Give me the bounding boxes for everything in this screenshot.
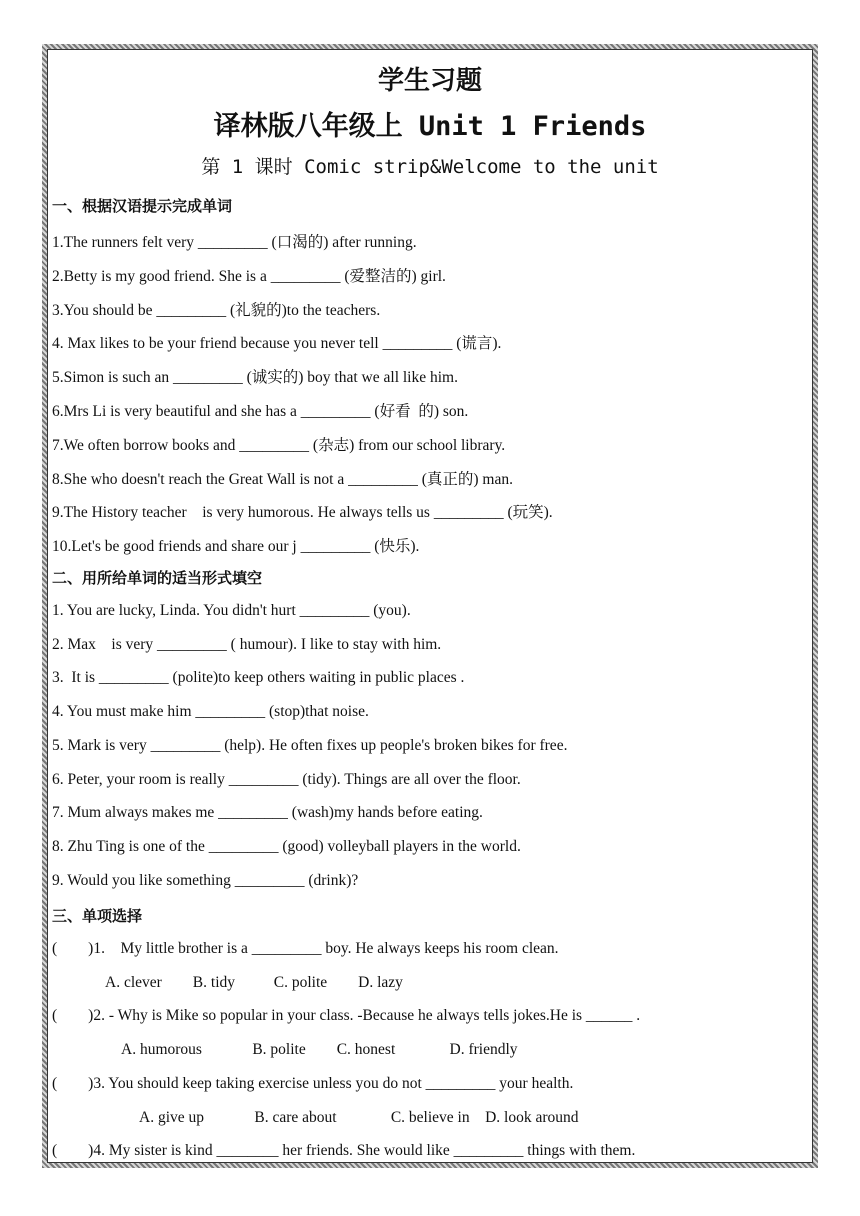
lesson-title: 第 1 课时 Comic strip&Welcome to the unit (201, 156, 659, 178)
mc-options-1: A. clever B. tidy C. polite D. lazy (105, 974, 403, 991)
section2-item: 8. Zhu Ting is one of the _________ (good) volleyball players in the world. (52, 838, 521, 855)
mc-question-3: ( )3. You should keep taking exercise unless you do not _________ your health. (52, 1075, 574, 1092)
section2-item: 7. Mum always makes me _________ (wash)my hands before eating. (52, 804, 483, 821)
section1-heading: 一、根据汉语提示完成单词 (52, 197, 233, 215)
section2-item: 4. You must make him _________ (stop)that noise. (52, 703, 369, 720)
section1-item: 2.Betty is my good friend. She is a _________ (爱整洁的) girl. (52, 268, 446, 285)
section2-item: 3. It is _________ (polite)to keep others waiting in public places . (52, 669, 465, 686)
section2-item: 6. Peter, your room is really _________ (tidy). Things are all over the floor. (52, 771, 521, 788)
section2-item: 9. Would you like something _________ (drink)? (52, 872, 359, 889)
unit-title: 译林版八年级上 Unit 1 Friends (213, 111, 647, 142)
mc-options-3: A. give up B. care about C. believe in D. look around (139, 1109, 579, 1126)
section1-item: 1.The runners felt very _________ (口渴的) after running. (52, 234, 417, 251)
mc-question-2: ( )2. - Why is Mike so popular in your class. -Because he always tells jokes.He is ______ . (52, 1007, 641, 1024)
section1-item: 7.We often borrow books and _________ (杂志) from our school library. (52, 437, 506, 454)
section2-item: 2. Max is very _________ ( humour). I like to stay with him. (52, 636, 442, 653)
section2-heading: 二、用所给单词的适当形式填空 (52, 569, 263, 587)
page-title: 学生习题 (377, 66, 482, 96)
section2-item: 1. You are lucky, Linda. You didn't hurt _________ (you). (52, 602, 411, 619)
mc-question-1: ( )1. My little brother is a _________ boy. He always keeps his room clean. (52, 940, 559, 957)
section1-item: 5.Simon is such an _________ (诚实的) boy that we all like him. (52, 369, 458, 386)
section1-item: 6.Mrs Li is very beautiful and she has a _________ (好看 的) son. (52, 403, 469, 420)
section1-item: 10.Let's be good friends and share our j _________ (快乐). (52, 538, 420, 555)
section2-item: 5. Mark is very _________ (help). He often fixes up people's broken bikes for free. (52, 737, 568, 754)
mc-options-2: A. humorous B. polite C. honest D. friendly (121, 1041, 518, 1058)
section1-item: 8.She who doesn't reach the Great Wall is not a _________ (真正的) man. (52, 471, 513, 488)
section1-item: 9.The History teacher is very humorous. He always tells us _________ (玩笑). (52, 504, 553, 521)
mc-question-4: ( )4. My sister is kind ________ her friends. She would like _________ things with them. (52, 1142, 636, 1159)
section1-item: 3.You should be _________ (礼貌的)to the teachers. (52, 302, 381, 319)
section3-heading: 三、单项选择 (52, 907, 143, 925)
section1-item: 4. Max likes to be your friend because you never tell _________ (谎言). (52, 335, 502, 352)
